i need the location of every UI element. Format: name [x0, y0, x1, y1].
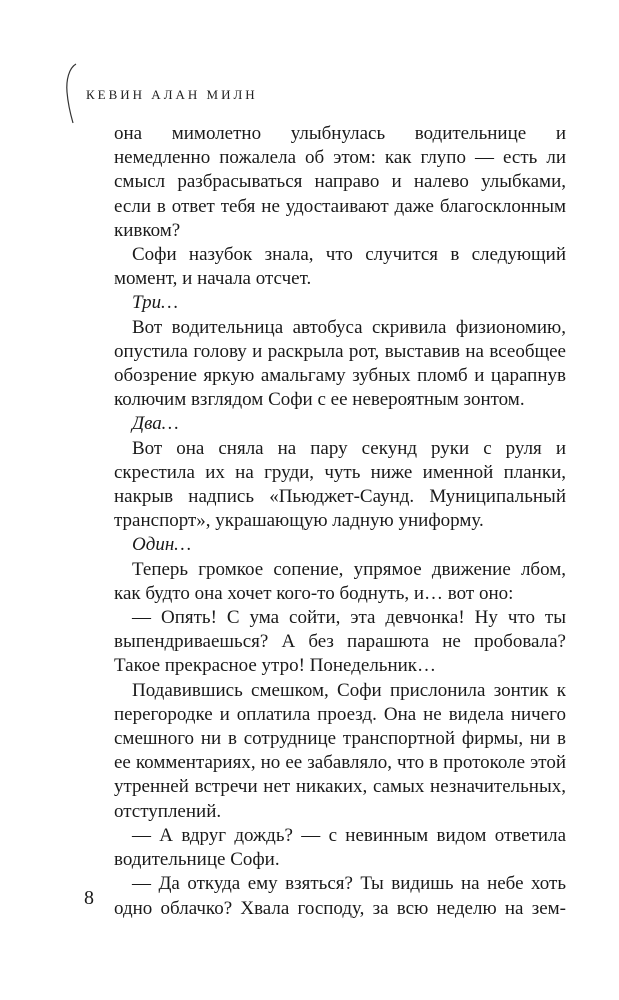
paragraph-9-dialogue: — Опять! С ума сойти, эта девчонка! Ну что ты выпендриваешься? А без парашюта не пробовала? Такое прекрасное утро! Понедельник…	[114, 607, 566, 677]
paragraph-11-dialogue: — А вдруг дождь? — с невинным видом ответила водительнице Софи.	[114, 824, 566, 871]
paragraph-10: Подавившись смешком, Софи прислонила зонтик к перегородке и оплатила проезд. Она не видела ничего смешного ни в сотруднице транспортной фирмы, ни в ее комментариях, но ее забавляло, что в протоколе этой утренней встречи нет никаких, самых незначительных, отступлений.	[114, 679, 566, 822]
paragraph-3-count-three: Три…	[132, 292, 178, 314]
running-head-author: КЕВИН АЛАН МИЛН	[86, 87, 258, 102]
paragraph-7-count-one: Один…	[132, 534, 192, 556]
paragraph-8: Теперь громкое сопение, упрямое движение лбом, как будто она хочет кого-то боднуть, и… вот оно:	[114, 558, 566, 604]
body-text	[114, 122, 566, 921]
header-ornament-icon	[65, 62, 79, 124]
paragraph-2: Софи назубок знала, что случится в следующий момент, и начала отсчет.	[114, 244, 566, 290]
paragraph-5-count-two: Два…	[132, 413, 179, 435]
paragraph-4: Вот водительница автобуса скривила физиономию, опустила голову и раскрыла рот, выставив на всеобщее обозрение яркую амальгаму зубных пломб и царапнув колючим взглядом Софи с ее невероятным зонтом.	[114, 316, 566, 411]
paragraph-12-dialogue: — Да откуда ему взяться? Ты видишь на небе хоть одно облачко? Хвала господу, за всю неделю на зем-	[114, 873, 566, 919]
paragraph-1: она мимолетно улыбнулась водительнице и немедленно пожалела об этом: как глупо — есть ли смысл разбрасываться направо и налево улыбками, если в ответ тебя не удостаивают даже благосклонным кивком?	[114, 123, 566, 241]
paragraph-6: Вот она сняла на пару секунд руки с руля и скрестила их на груди, чуть ниже именной планки, накрыв надпись «Пьюджет-Саунд. Муниципальный транспорт», украшающую ладную униформу.	[114, 437, 566, 532]
page-number: 8	[84, 887, 94, 909]
